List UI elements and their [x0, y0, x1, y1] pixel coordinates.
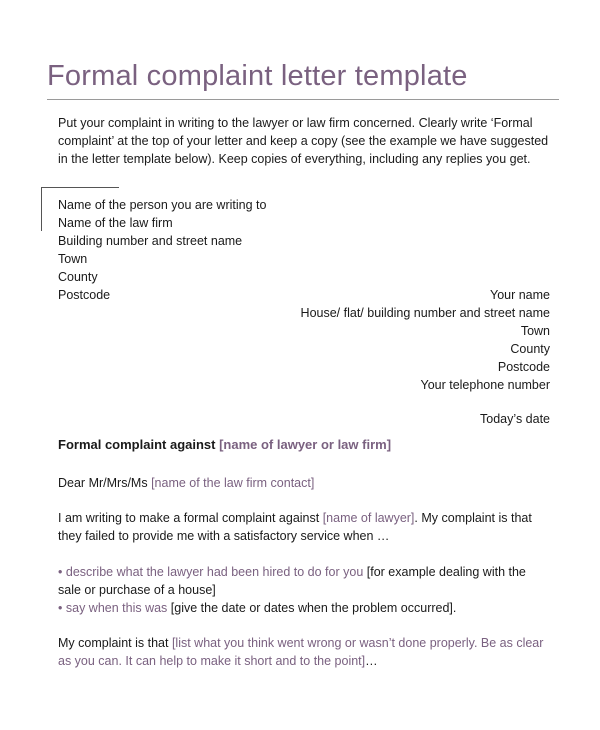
sender-line: Town	[520, 324, 550, 338]
sender-line: Postcode	[497, 360, 550, 374]
recipient-address	[58, 196, 266, 304]
paragraph1-text: I am writing to make a formal complaint against	[58, 511, 323, 525]
subject-placeholder: [name of lawyer or law firm]	[219, 437, 392, 452]
recipient-line: Postcode	[58, 288, 111, 302]
paragraph1-text-end: . My complaint is that	[414, 511, 532, 525]
intro-line: Put your complaint in writing to the lawyer or law firm concerned. Clearly write ‘Formal	[58, 116, 533, 130]
sender-line: Your name	[490, 288, 550, 302]
paragraph2-ending: …	[365, 654, 378, 668]
bullet-marker: •	[58, 601, 63, 615]
salutation	[58, 474, 568, 492]
salutation-text: Dear Mr/Mrs/Ms	[58, 476, 152, 490]
paragraph1-line2: they failed to provide me with a satisfactory service when …	[58, 529, 390, 543]
recipient-line: Name of the person you are writing to	[58, 198, 267, 212]
letter-date: Today’s date	[480, 412, 550, 426]
bullet-text-line2: sale or purchase of a house]	[58, 583, 216, 597]
bullet-hint: say when this was	[62, 601, 168, 615]
intro-line: complaint’ at the top of your letter and keep a copy (see the example we have suggested	[58, 134, 549, 148]
bullet-list	[58, 563, 568, 617]
paragraph2-placeholder: [list what you think went wrong or wasn’t done properly. Be as clear	[171, 636, 544, 650]
recipient-line: Name of the law firm	[58, 216, 173, 230]
complaint-details-paragraph	[58, 634, 568, 670]
sender-line: Your telephone number	[420, 378, 550, 392]
list-item	[58, 563, 568, 581]
salutation-placeholder: [name of the law firm contact]	[151, 476, 315, 490]
sender-line: County	[510, 342, 550, 356]
address-corner-mark-horizontal	[41, 187, 119, 188]
intro-line: in the letter template below). Keep copies of everything, including any replies you get.	[58, 152, 531, 166]
subject-text: Formal complaint against	[58, 437, 220, 452]
sender-address	[301, 286, 550, 394]
paragraph2-placeholder-cont: as you can. It can help to make it short and to the point]	[58, 654, 366, 668]
title-divider	[47, 99, 559, 100]
paragraph2-text: My complaint is that	[58, 636, 172, 650]
recipient-line: County	[58, 270, 98, 284]
recipient-line: Building number and street name	[58, 234, 243, 248]
page-title: Formal complaint letter template	[47, 60, 468, 92]
bullet-text: [for example dealing with the	[363, 565, 526, 579]
address-corner-mark-vertical	[41, 187, 42, 231]
paragraph1-placeholder: [name of lawyer]	[322, 511, 415, 525]
recipient-line: Town	[58, 252, 88, 266]
intro-paragraph	[58, 114, 558, 168]
sender-line: House/ flat/ building number and street name	[300, 306, 550, 320]
complaint-paragraph	[58, 509, 568, 545]
bullet-text: [give the date or dates when the problem occurred].	[167, 601, 457, 615]
bullet-marker: •	[58, 565, 63, 579]
bullet-hint: describe what the lawyer had been hired to do for you	[62, 565, 364, 579]
subject-line	[58, 437, 391, 452]
list-item	[58, 599, 568, 617]
